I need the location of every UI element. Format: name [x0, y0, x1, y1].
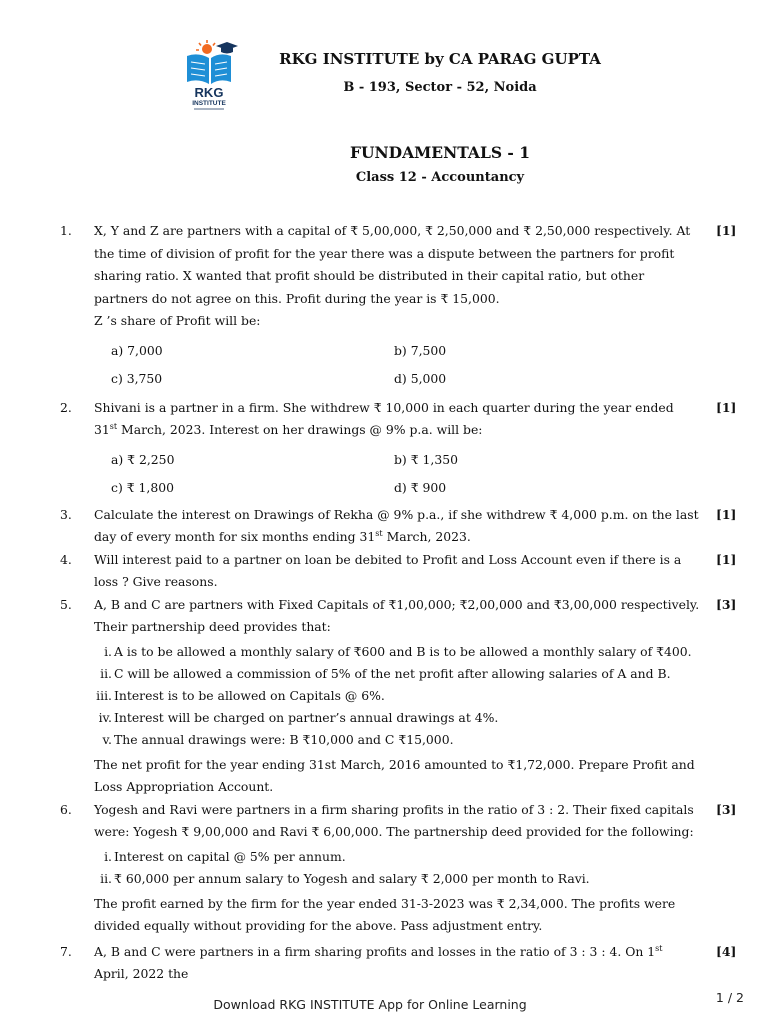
footer-promo: Download RKG INSTITUTE App for Online Learning: [213, 997, 527, 1012]
answer-options: [111, 446, 700, 502]
sub-item-list: [94, 641, 700, 751]
question-marks: [1]: [716, 223, 737, 238]
question-prompt: Z ’s share of Profit will be:: [94, 313, 261, 328]
question-5: [60, 594, 737, 799]
question-number: 5.: [60, 596, 72, 612]
svg-text:RKG: RKG: [194, 85, 224, 100]
question-marks: [3]: [716, 801, 737, 817]
sub-item-list: [94, 846, 700, 890]
paper-subtitle: Class 12 - Accountancy: [355, 170, 525, 185]
institute-address: B - 193, Sector - 52, Noida: [343, 80, 537, 95]
question-number: 6.: [60, 801, 72, 817]
question-text: Will interest paid to a partner on loan be debited to Profit and Loss Account even if there is a loss ? Give reasons.: [94, 551, 682, 589]
list-item: iv. Interest will be charged on partner’s annual drawings at 4%.: [98, 709, 499, 725]
question-1: [60, 220, 737, 393]
question-3: [60, 504, 737, 549]
question-marks: [1]: [716, 551, 737, 567]
list-item: ii. C will be allowed a commission of 5% of the net profit after allowing salaries of A and B.: [100, 665, 671, 681]
option-b: b) 7,500: [394, 342, 447, 358]
option-a: a) 7,000: [111, 342, 163, 358]
question-followup: The net profit for the year ending 31st March, 2016 amounted to ₹1,72,000. Prepare Profit and Loss Appropriation Account.: [94, 756, 695, 794]
option-c: c) ₹ 1,800: [111, 479, 175, 495]
question-6: [60, 799, 737, 938]
option-d: d) 5,000: [394, 370, 447, 386]
question-text: Calculate the interest on Drawings of Rekha @ 9% p.a., if she withdrew ₹ 4,000 p.m. on the last day of every month for six months ending 31st March, 2023.: [94, 506, 699, 544]
answer-options: [111, 337, 700, 393]
paper-title: FUNDAMENTALS - 1: [349, 143, 531, 162]
list-item: ii. ₹ 60,000 per annum salary to Yogesh and salary ₹ 2,000 per month to Ravi.: [100, 870, 590, 886]
question-number: 1.: [60, 223, 72, 238]
question-marks: [3]: [716, 596, 737, 612]
page-number: 1 / 2: [715, 990, 744, 1005]
option-c: c) 3,750: [111, 370, 163, 386]
svg-text:INSTITUTE: INSTITUTE: [192, 100, 226, 107]
question-marks: [1]: [716, 399, 737, 415]
question-number: 4.: [60, 551, 72, 567]
question-list: [0, 220, 768, 986]
question-number: 7.: [60, 943, 72, 959]
question-2: [60, 397, 737, 502]
option-a: a) ₹ 2,250: [111, 451, 175, 467]
question-4: [60, 549, 737, 594]
question-text: A, B and C are partners with Fixed Capitals of ₹1,00,000; ₹2,00,000 and ₹3,00,000 respectively. Their partnership deed provides that:: [94, 596, 700, 634]
list-item: iii. Interest is to be allowed on Capitals @ 6%.: [96, 687, 385, 703]
question-text: Yogesh and Ravi were partners in a firm sharing profits in the ratio of 3 : 2. Their fixed capitals were: Yogesh ₹ 9,00,000 and Ravi ₹ 6,00,000. The partnership deed provided for the following:: [94, 801, 694, 839]
list-item: i. A is to be allowed a monthly salary of ₹600 and B is to be allowed a monthly salary of ₹400.: [104, 643, 692, 659]
question-7: [60, 941, 737, 986]
question-number: 3.: [60, 506, 72, 522]
institute-name: RKG INSTITUTE by CA PARAG GUPTA: [279, 50, 601, 68]
option-b: b) ₹ 1,350: [394, 451, 458, 467]
list-item: v. The annual drawings were: B ₹10,000 and C ₹15,000.: [102, 731, 454, 747]
question-marks: [1]: [716, 506, 737, 522]
question-marks: [4]: [716, 943, 737, 959]
question-text: Shivani is a partner in a firm. She withdrew ₹ 10,000 in each quarter during the year ended 31st March, 2023. Interest on her drawings @ 9% p.a. will be:: [94, 399, 674, 437]
question-number: 2.: [60, 399, 72, 415]
question-text: A, B and C were partners in a firm sharing profits and losses in the ratio of 3 : 3 : 4. On 1st April, 2022 the: [94, 943, 663, 981]
list-item: i. Interest on capital @ 5% per annum.: [104, 848, 346, 864]
question-text: X, Y and Z are partners with a capital of ₹ 5,00,000, ₹ 2,50,000 and ₹ 2,50,000 respectively. At the time of division of profit for the year there was a dispute between the partners for profit sharing ratio. X wanted that profit should be distributed in their capital ratio, but other partners do not agree on this. Profit during the year is ₹ 15,000.: [94, 223, 691, 306]
option-d: d) ₹ 900: [394, 479, 447, 495]
question-followup: The profit earned by the firm for the year ended 31-3-2023 was ₹ 2,34,000. The profits were divided equally without providing for the above. Pass adjustment entry.: [94, 895, 676, 933]
